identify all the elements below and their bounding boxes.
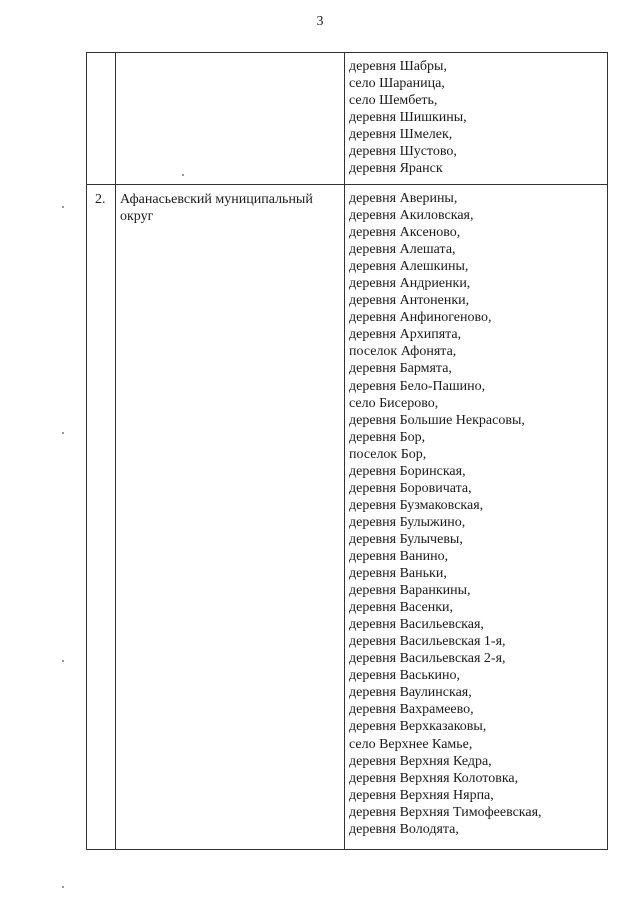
municipality-name [116, 53, 344, 59]
row-number [87, 53, 115, 59]
scan-speck [62, 660, 64, 662]
place-item: деревня Аксеново, [349, 225, 461, 241]
place-item: деревня Алешкины, [349, 259, 469, 275]
place-item: деревня Шишкины, [349, 110, 467, 126]
place-item: деревня Шустово, [349, 144, 457, 160]
place-item: деревня Булыжино, [349, 514, 466, 530]
table-row [87, 185, 608, 850]
place-item: деревня Васькино, [349, 668, 461, 684]
place-item: село Верхнее Камье, [349, 736, 473, 752]
place-item: село Шараница, [349, 76, 445, 92]
place-item: деревня Володята, [349, 821, 459, 837]
place-item: поселок Бор, [349, 446, 427, 462]
place-item: село Бисерово, [349, 395, 439, 411]
place-item: деревня Верхняя Кедра, [349, 753, 492, 769]
municipality-cell [116, 185, 345, 850]
place-item: деревня Васенки, [349, 600, 454, 616]
page-number: 3 [316, 14, 324, 29]
place-item: деревня Бело-Пашино, [349, 378, 486, 394]
place-item: поселок Афонята, [349, 344, 457, 360]
place-item: деревня Алешата, [349, 242, 456, 258]
place-item: деревня Ваулинская, [349, 685, 472, 701]
row-number: 2. [95, 192, 106, 207]
place-item: деревня Верхняя Тимофеевская, [349, 804, 542, 820]
row-number-cell [87, 53, 116, 185]
place-item: деревня Шабры, [349, 59, 447, 74]
place-item: деревня Варанкины, [349, 583, 471, 599]
scan-speck [62, 432, 64, 434]
scan-speck [62, 206, 64, 208]
place-item: деревня Васильевская 1-я, [349, 634, 506, 650]
place-item: деревня Булычевы, [349, 531, 463, 547]
place-item: деревня Яранск [349, 161, 443, 177]
place-item: деревня Архипята, [349, 327, 462, 343]
place-item: деревня Верхняя Нярпа, [349, 787, 494, 803]
municipality-cell [116, 53, 345, 185]
places-cell [345, 53, 608, 185]
place-item: деревня Ванино, [349, 548, 449, 564]
place-item: деревня Анфиногеново, [349, 310, 492, 326]
place-item: деревня Бузмаковская, [349, 497, 484, 513]
place-item: деревня Бармята, [349, 361, 452, 377]
place-item: деревня Васильевская, [349, 617, 484, 633]
settlements-table [86, 52, 608, 850]
place-item: деревня Верхняя Колотовка, [349, 770, 519, 786]
table-row [87, 53, 608, 185]
place-item: деревня Бор, [349, 429, 426, 445]
place-item: деревня Боринская, [349, 463, 466, 479]
places-cell [345, 185, 608, 850]
place-item: деревня Аверины, [349, 191, 458, 206]
row-number-cell [87, 185, 116, 850]
municipality-name: Афанасьевский муниципальный округ [120, 192, 313, 224]
place-item: деревня Васильевская 2-я, [349, 651, 506, 667]
scan-speck [62, 886, 64, 888]
place-item: деревня Боровичата, [349, 480, 472, 496]
place-item: деревня Антоненки, [349, 293, 470, 309]
place-item: деревня Ваньки, [349, 566, 447, 582]
place-item: деревня Верхказаковы, [349, 719, 487, 735]
place-item: деревня Шмелек, [349, 127, 453, 143]
places-list [345, 53, 607, 181]
place-item: деревня Андриенки, [349, 276, 471, 292]
place-item: деревня Большие Некрасовы, [349, 412, 525, 428]
place-item: деревня Вахрамеево, [349, 702, 474, 718]
place-item: деревня Акиловская, [349, 208, 474, 224]
place-item: село Шембеть, [349, 93, 438, 109]
places-list [345, 185, 607, 842]
